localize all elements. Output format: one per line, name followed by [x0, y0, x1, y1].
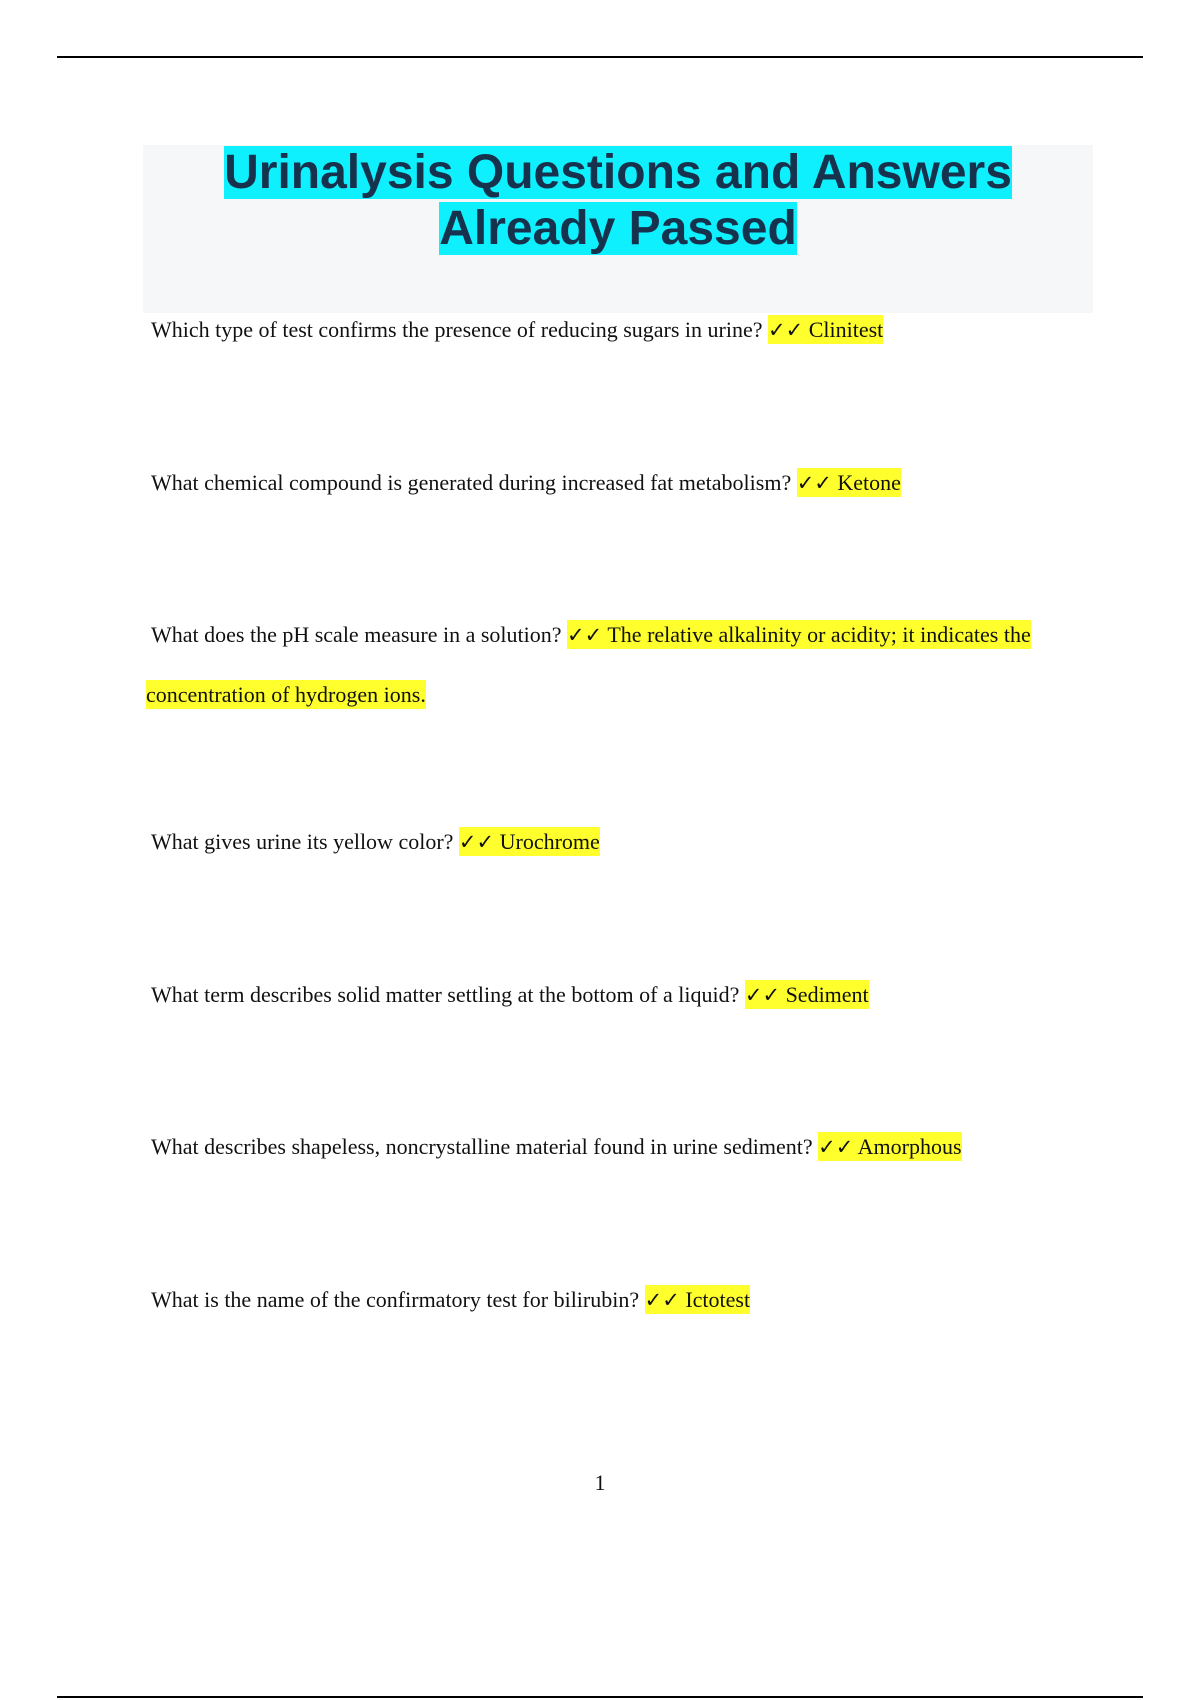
double-check-icon: ✓✓ — [644, 1288, 680, 1312]
question-text: What gives urine its yellow color? — [151, 829, 454, 854]
qa-item — [151, 812, 1091, 872]
answer-text: Ketone — [837, 470, 901, 495]
top-rule — [57, 56, 1143, 58]
double-check-icon: ✓✓ — [458, 830, 495, 854]
qa-item — [151, 453, 1091, 513]
answer-text: Clinitest — [808, 317, 884, 342]
double-check-icon: ✓✓ — [818, 1135, 854, 1159]
qa-item — [151, 1270, 1091, 1330]
title-line-1: Urinalysis Questions and Answers — [224, 146, 1012, 199]
double-check-icon: ✓✓ — [744, 983, 781, 1007]
answer-highlight — [459, 827, 600, 856]
answer-highlight — [645, 1285, 750, 1314]
question-text: What term describes solid matter settling at the bottom of a liquid? — [151, 982, 740, 1007]
answer-highlight — [797, 468, 901, 497]
answer-text: Urochrome — [499, 829, 600, 854]
answer-highlight — [745, 980, 869, 1009]
double-check-icon: ✓✓ — [567, 623, 603, 647]
answer-text: Amorphous — [857, 1134, 962, 1159]
answer-text: Sediment — [785, 982, 869, 1007]
question-text: What is the name of the confirmatory test for bilirubin? — [151, 1287, 640, 1312]
qa-item — [151, 1117, 1091, 1177]
answer-text: The relative alkalinity or acidity; it indicates the concentration of hydrogen ions. — [146, 622, 1031, 707]
document-title — [143, 145, 1093, 257]
answer-highlight — [768, 315, 883, 344]
bottom-rule — [57, 1696, 1143, 1698]
qa-item — [151, 965, 1091, 1025]
page-number: 1 — [594, 1470, 606, 1495]
question-text: What describes shapeless, noncrystalline material found in urine sediment? — [151, 1134, 813, 1159]
question-text: Which type of test confirms the presence of reducing sugars in urine? — [151, 317, 763, 342]
answer-highlight — [818, 1132, 961, 1161]
title-line-2: Already Passed — [439, 202, 797, 255]
answer-text: Ictotest — [685, 1287, 751, 1312]
double-check-icon: ✓✓ — [796, 471, 832, 495]
question-text: What does the pH scale measure in a solution? — [151, 622, 562, 647]
double-check-icon: ✓✓ — [768, 318, 804, 342]
question-text: What chemical compound is generated during increased fat metabolism? — [151, 470, 792, 495]
qa-item — [146, 605, 1091, 725]
qa-item — [151, 300, 1091, 360]
